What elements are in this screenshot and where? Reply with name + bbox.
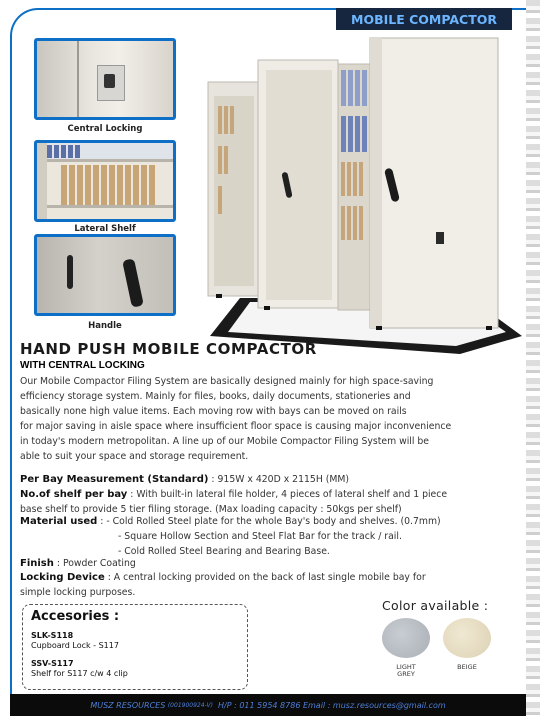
spec-material: Material used : - Cold Rolled Steel plate for the whole Bay's body and shelves. (0.7mm) - Square Hollow Section and Steel Flat Bar for the track / rail. - Cold Rolled Steel Bearing and Bearing Base. <box>20 516 441 557</box>
footer-contact: MUSZ RESOURCES (001900924-V) H/P : 011 5954 8786 Email : musz.resources@gmail.com <box>10 694 526 716</box>
accessory-item: SSV-S117 Shelf for S117 c/w 4 clip <box>31 659 128 678</box>
handle-icon <box>67 255 73 289</box>
spec-shelf-per-bay: No.of shelf per bay : With built-in lateral file holder, 4 pieces of lateral shelf and 1 piece base shelf to provide 5 tier filing storage. (Max loading capacity : 50kgs per shelf) <box>20 489 448 515</box>
accessory-item: SLK-S118 Cupboard Lock - S117 <box>31 631 119 650</box>
central-locking-image <box>34 38 176 120</box>
handle-caption: Handle <box>88 321 122 331</box>
product-subtitle: WITH CENTRAL LOCKING <box>20 360 145 371</box>
mobile-compactor-illustration <box>200 36 522 360</box>
product-description: Our Mobile Compactor Filing System are basically designed mainly for high space-saving efficiency storage system. Mainly for files, books, daily documents, stationeries and basically none high value items. Each moving row with bays can be moved on rails for major saving in aisle space where insufficient floor space is causing major inconvenience in today's modern metropolitan. A line up of our Mobile Compactor Filing System will be able to suit your space and storage requirement. <box>20 376 452 462</box>
color-available-title: Color available : <box>382 598 489 613</box>
lateral-shelf-image <box>34 140 176 222</box>
spec-bay-measurement: Per Bay Measurement (Standard) : 915W x 420D x 2115H (MM) <box>20 474 350 485</box>
header-tag: MOBILE COMPACTOR <box>336 8 512 30</box>
central-locking-caption: Central Locking <box>67 124 143 134</box>
handle-image <box>34 234 176 316</box>
product-title: HAND PUSH MOBILE COMPACTOR <box>20 340 317 358</box>
accessories-box <box>22 604 248 690</box>
spec-finish: Finish : Powder Coating <box>20 558 136 569</box>
lateral-shelf-illustration <box>37 143 173 219</box>
accessories-title: Accesories : <box>31 609 120 624</box>
lateral-shelf-caption: Lateral Shelf <box>74 224 136 234</box>
beige-label: BEIGE <box>457 663 477 671</box>
spec-locking-device: Locking Device : A central locking provided on the back of last single mobile bay for simple locking purposes. <box>20 572 426 598</box>
beige-swatch <box>443 618 491 658</box>
decorative-edge <box>526 0 540 720</box>
light-grey-label: LIGHT GREY <box>396 663 416 678</box>
light-grey-swatch <box>382 618 430 658</box>
